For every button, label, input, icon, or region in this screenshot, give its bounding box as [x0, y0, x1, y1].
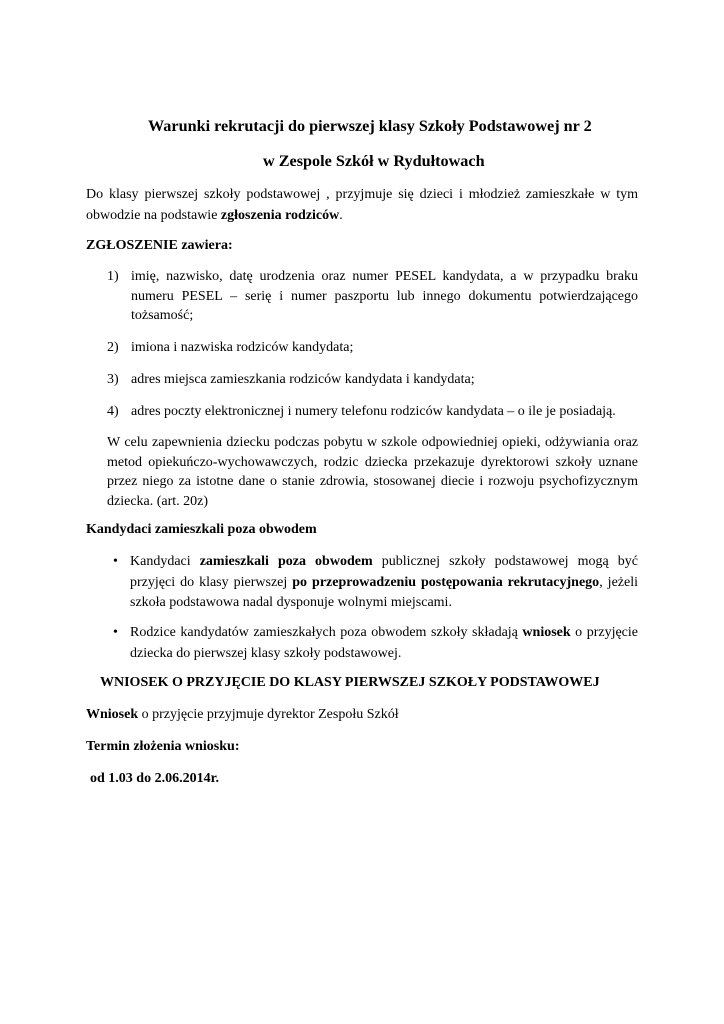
termin-dates: od 1.03 do 2.06.2014r.	[90, 771, 220, 786]
document-subtitle: w Zespole Szkół w Rydułtowach	[263, 152, 485, 170]
list-number: 1)	[107, 269, 119, 284]
list-text: adres poczty elektronicznej i numery telefonu rodziców kandydata – o ile je posiadają.	[131, 404, 616, 419]
kandydaci-heading: Kandydaci zamieszkali poza obwodem	[86, 522, 317, 537]
list-number: 2)	[107, 340, 119, 355]
intro-paragraph: Do klasy pierwszej szkoły podstawowej , przyjmuje się dzieci i młodzież zamieszkałe w tym obwodzie na podstawie zgłoszenia rodziców.	[86, 187, 638, 223]
zgloszenie-heading: ZGŁOSZENIE zawiera:	[86, 238, 233, 253]
bullet-icon: •	[113, 625, 118, 640]
bullet-text: Rodzice kandydatów zamieszkałych poza obwodem szkoły składają wniosek o przyjęcie dziecka do pierwszej klasy szkoły podstawowej.	[130, 625, 638, 661]
wniosek-heading: WNIOSEK O PRZYJĘCIE DO KLASY PIERWSZEJ SZKOŁY PODSTAWOWEJ	[100, 675, 600, 690]
bullet-item	[113, 623, 638, 664]
intro-bold: zgłoszenia rodziców	[220, 207, 340, 223]
wniosek-line: Wniosek o przyjęcie przyjmuje dyrektor Zespołu Szkół	[86, 707, 399, 722]
health-info-paragraph: W celu zapewnienia dziecku podczas pobytu w szkole odpowiedniej opieki, odżywiania oraz metod opiekuńczo-wychowawczych, rodzic dziecka przekazuje dyrektorowi szkoły uznane przez niego za istotne dane o stanie zdrowia, stosowanej diecie i rozwoju psychofizycznym dziecka. (art. 20z)	[107, 435, 638, 509]
bullet-text: Kandydaci zamieszkali poza obwodem publicznej szkoły podstawowej mogą być przyjęci do klasy pierwszej po przeprowadzeniu postępowania rekrutacyjnego, jeżeli szkoła podstawowa nadal dysponuje wolnymi miejscami.	[130, 554, 639, 610]
bullet-icon: •	[113, 554, 118, 569]
list-item	[107, 267, 638, 326]
list-number: 4)	[107, 404, 119, 419]
list-number: 3)	[107, 372, 119, 387]
list-item	[107, 338, 638, 358]
list-text: imiona i nazwiska rodziców kandydata;	[131, 340, 354, 355]
list-text: imię, nazwisko, datę urodzenia oraz numer PESEL kandydata, a w przypadku braku numeru PESEL – serię i numer paszportu lub innego dokumentu potwierdzającego tożsamość;	[131, 269, 638, 323]
list-item	[107, 402, 638, 422]
termin-heading: Termin złożenia wniosku:	[86, 739, 240, 754]
list-item	[107, 370, 638, 390]
bullet-item	[113, 552, 638, 614]
document-title: Warunki rekrutacji do pierwszej klasy Szkoły Podstawowej nr 2	[148, 117, 592, 135]
list-text: adres miejsca zamieszkania rodziców kandydata i kandydata;	[131, 372, 475, 387]
